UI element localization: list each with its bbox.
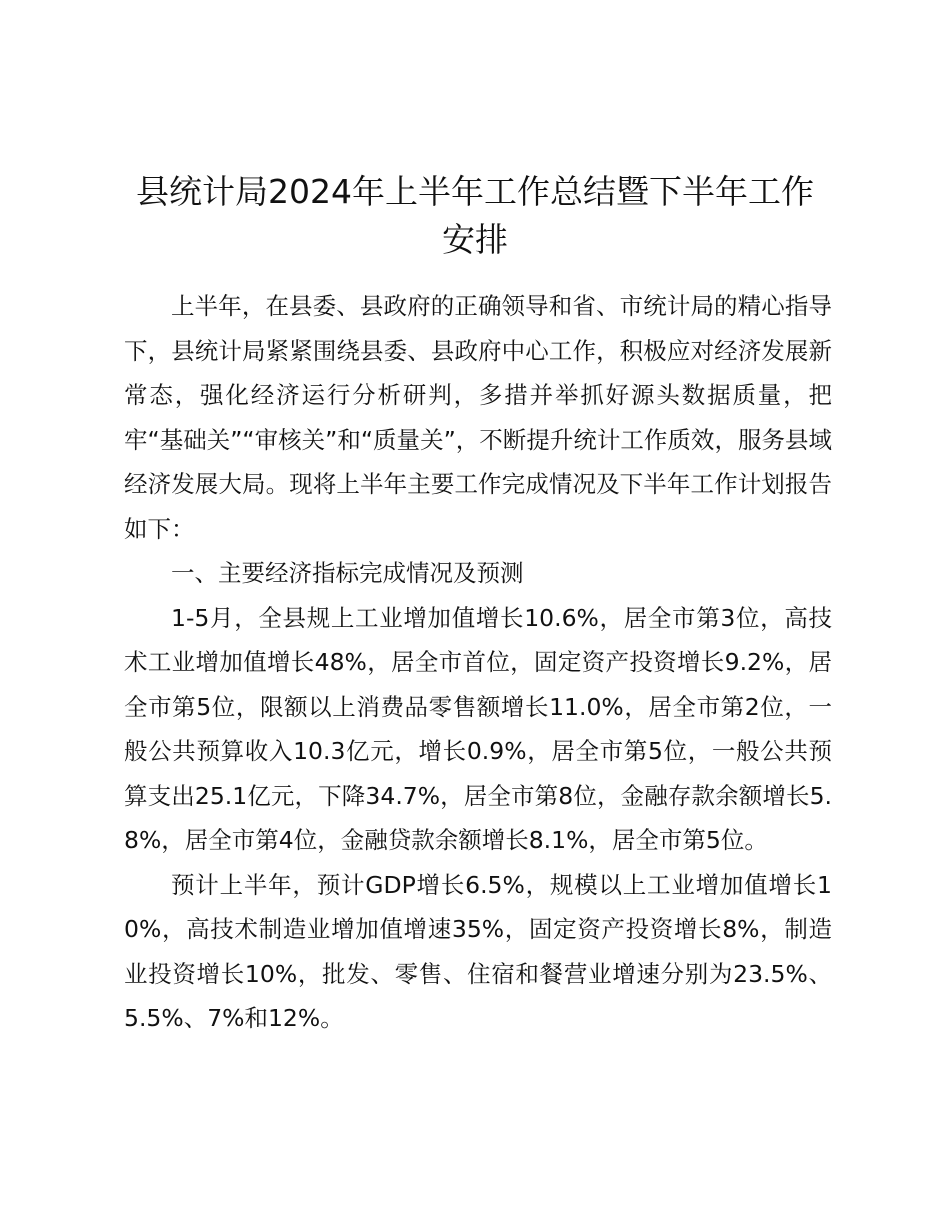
document-title: 县统计局2024年上半年工作总结暨下半年工作安排 [136,172,814,259]
document-body [124,284,832,1041]
indicators-paragraph: 1-5月，全县规上工业增加值增长10.6%，居全市第3位，高技术工业增加值增长48%，居全市首位，固定资产投资增长9.2%，居全市第5位，限额以上消费品零售额增长11.0%，居全市第2位，一般公共预算收入10.3亿元，增长0.9%，居全市第5位，一般公共预算支出25.1亿元，下降34.7%，居全市第8位，金融存款余额增长5.8%，居全市第4位，金融贷款余额增长8.1%，居全市第5位。 [124,603,832,854]
section-heading: 一、主要经济指标完成情况及预测 [171,559,524,587]
forecast-paragraph: 预计上半年，预计GDP增长6.5%，规模以上工业增加值增长10%，高技术制造业增加值增速35%，固定资产投资增长8%，制造业投资增长10%，批发、零售、住宿和餐营业增速分别为23.5%、5.5%、7%和12%。 [124,870,832,1032]
intro-paragraph: 上半年，在县委、县政府的正确领导和省、市统计局的精心指导下，县统计局紧紧围绕县委、县政府中心工作，积极应对经济发展新常态，强化经济运行分析研判，多措并举抓好源头数据质量，把牢“基础关”“审核关”和“质量关”，不断提升统计工作质效，服务县域经济发展大局。现将上半年主要工作完成情况及下半年工作计划报告如下： [124,292,832,543]
